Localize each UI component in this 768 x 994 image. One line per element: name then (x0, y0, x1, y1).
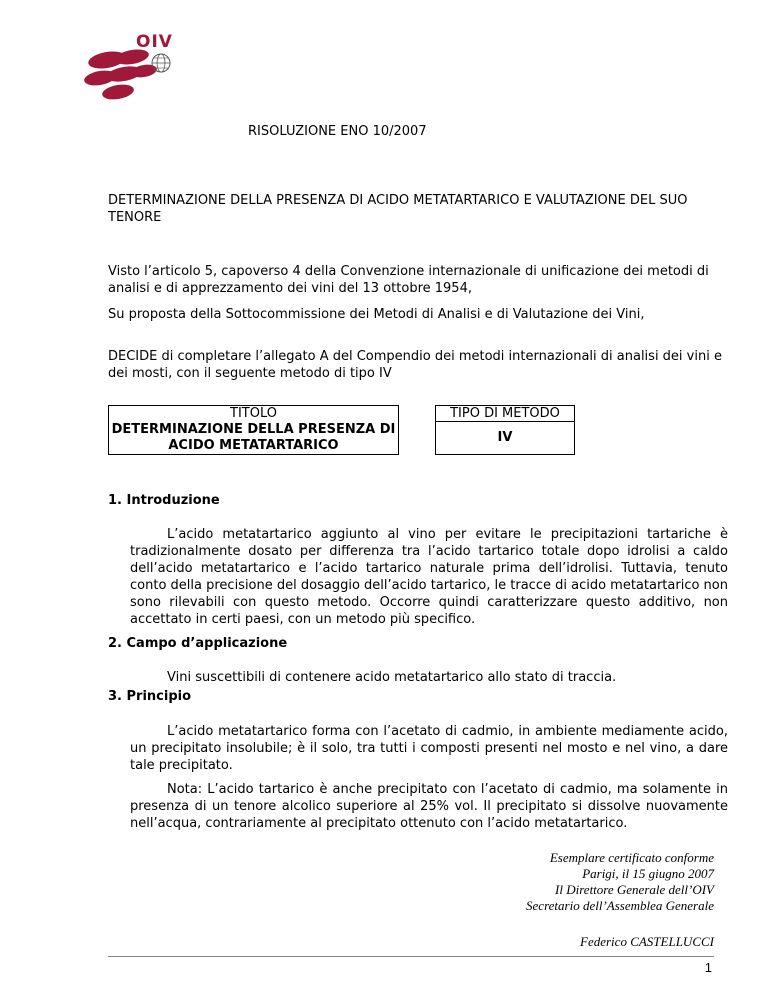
signatory-name: Federico CASTELLUCCI (580, 934, 714, 949)
section-heading-principio: 3. Principio (108, 689, 192, 704)
table-gap (399, 406, 436, 422)
section-note-principio: Nota: L’acido tartarico è anche precipitato con l’acetato di cadmio, ma solamente in presenza di un tenore alcolico superiore al 25% vol. Il precipitato si dissolve nuovamente nell’acqua, contrariamente al precipitato ottenuto con l’acido metatartarico. (130, 782, 728, 831)
table-tipo-value: IV (436, 422, 575, 455)
certification-line: Il Direttore Generale dell’OIV (555, 882, 714, 897)
document-title: DETERMINAZIONE DELLA PRESENZA DI ACIDO METATARTARICO E VALUTAZIONE DEL SUO TENORE (108, 193, 688, 225)
section-body-principio: L’acido metatartarico forma con l’acetato di cadmio, in ambiente mediamente acido, un precipitato insolubile; è il solo, tra tutti i composti presenti nel mosto e nel vino, a dare tale precipitato. (130, 724, 728, 773)
paragraph-decide: DECIDE di completare l’allegato A del Compendio dei metodi internazionali di analisi dei vini e dei mosti, con il seguente metodo di tipo IV (108, 349, 722, 381)
paragraph-visto: Visto l’articolo 5, capoverso 4 della Convenzione internazionale di unificazione dei metodi di analisi e di apprezzamento dei vini del 13 ottobre 1954, (108, 264, 709, 296)
paragraph-proposta: Su proposta della Sottocommissione dei Metodi di Analisi e di Valutazione dei Vini, (108, 307, 645, 322)
footer-rule (108, 956, 714, 957)
certification-block (414, 850, 714, 914)
section-heading-introduzione: 1. Introduzione (108, 493, 220, 508)
method-type-table (108, 405, 575, 455)
oiv-logo-text: OIV (136, 32, 173, 52)
certification-line: Esemplare certificato conforme (549, 850, 714, 865)
certification-line: Secretario dell’Assemblea Generale (526, 898, 714, 913)
oiv-logo (80, 30, 190, 110)
section-heading-campo: 2. Campo d’applicazione (108, 636, 288, 651)
table-gap (399, 422, 436, 455)
table-tipo-header: TIPO DI METODO (436, 406, 575, 422)
table-titolo-header: TITOLO (109, 406, 399, 422)
table-titolo-value: DETERMINAZIONE DELLA PRESENZA DI ACIDO METATARTARICO (109, 422, 399, 455)
oiv-logo-graphic (80, 30, 190, 110)
section-body-introduzione: L’acido metatartarico aggiunto al vino per evitare le precipitazioni tartariche è tradizionalmente dosato per differenza tra l’acido tartarico totale dopo idrolisi a caldo dell’acido metatartarico e l’acido tartarico naturale prima dell’idrolisi. Tuttavia, tenuto conto della precisione del dosaggio dell’acido tartarico, le tracce di acido metatartarico non sono rilevabili con questo metodo. Occorre quindi caratterizzare questo additivo, non accettato in certi paesi, con un metodo più specifico. (130, 527, 728, 627)
page-number: 1 (704, 960, 712, 975)
section-body-campo: Vini suscettibili di contenere acido metatartarico allo stato di traccia. (167, 670, 617, 685)
resolution-number: RISOLUZIONE ENO 10/2007 (248, 124, 427, 139)
certification-line: Parigi, il 15 giugno 2007 (582, 866, 714, 881)
